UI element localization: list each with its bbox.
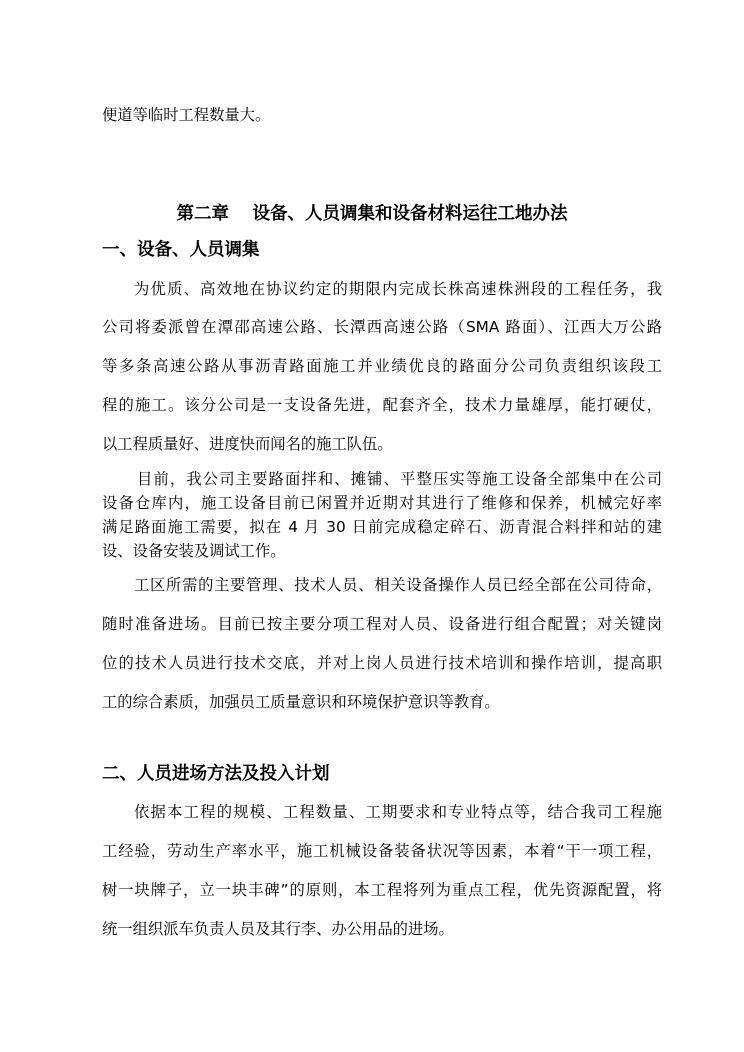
paragraph-line: 等多条高速公路从事沥青路面施工并业绩优良的路面分公司负责组织该段工 — [102, 357, 662, 375]
paragraph-line: 统一组织派车负责人员及其行李、办公用品的进场。 — [102, 920, 454, 938]
paragraph-line: 设、设备安装及调试工作。 — [102, 542, 286, 560]
paragraph-line: 目前，我公司主要路面拌和、摊铺、平整压实等施工设备全部集中在公司 — [137, 470, 662, 488]
paragraph-line: 工的综合素质，加强员工质量意识和环境保护意识等教育。 — [102, 693, 500, 711]
paragraph-line: 树一块牌子，立一块丰碑”的原则，本工程将列为重点工程，优先资源配置，将 — [102, 881, 662, 899]
section2-heading: 二、人员进场方法及投入计划 — [102, 764, 330, 784]
section1-heading: 一、设备、人员调集 — [102, 240, 260, 260]
paragraph-line: 设备仓库内，施工设备目前已闲置并近期对其进行了维修和保养，机械完好率 — [102, 494, 662, 512]
paragraph-line: 满足路面施工需要，拟在 4 月 30 日前完成稳定碎石、沥青混合料拌和站的建 — [102, 518, 662, 536]
intro-tail-text: 便道等临时工程数量大。 — [102, 106, 271, 124]
paragraph-line: 位的技术人员进行技术交底，并对上岗人员进行技术培训和操作培训，提高职 — [102, 654, 662, 672]
paragraph-line: 公司将委派曾在潭邵高速公路、长潭西高速公路（SMA 路面）、江西大万公路 — [102, 318, 662, 336]
paragraph-line: 为优质、高效地在协议约定的期限内完成长株高速株洲段的工程任务，我 — [134, 280, 662, 298]
paragraph-line: 程的施工。该分公司是一支设备先进，配套齐全，技术力量雄厚，能打硬仗， — [102, 396, 662, 414]
paragraph-line: 随时准备进场。目前已按主要分项工程对人员、设备进行组合配置；对关键岗 — [102, 615, 662, 633]
paragraph-line: 依据本工程的规模、工程数量、工期要求和专业特点等，结合我司工程施 — [134, 803, 662, 821]
paragraph-line: 工经验，劳动生产率水平，施工机械设备装备状况等因素，本着“干一项工程， — [102, 842, 662, 860]
paragraph-line: 工区所需的主要管理、技术人员、相关设备操作人员已经全部在公司待命， — [134, 576, 662, 594]
paragraph-line: 以工程质量好、进度快而闻名的施工队伍。 — [102, 435, 393, 453]
chapter-title: 第二章 设备、人员调集和设备材料运往工地办法 — [176, 204, 568, 224]
